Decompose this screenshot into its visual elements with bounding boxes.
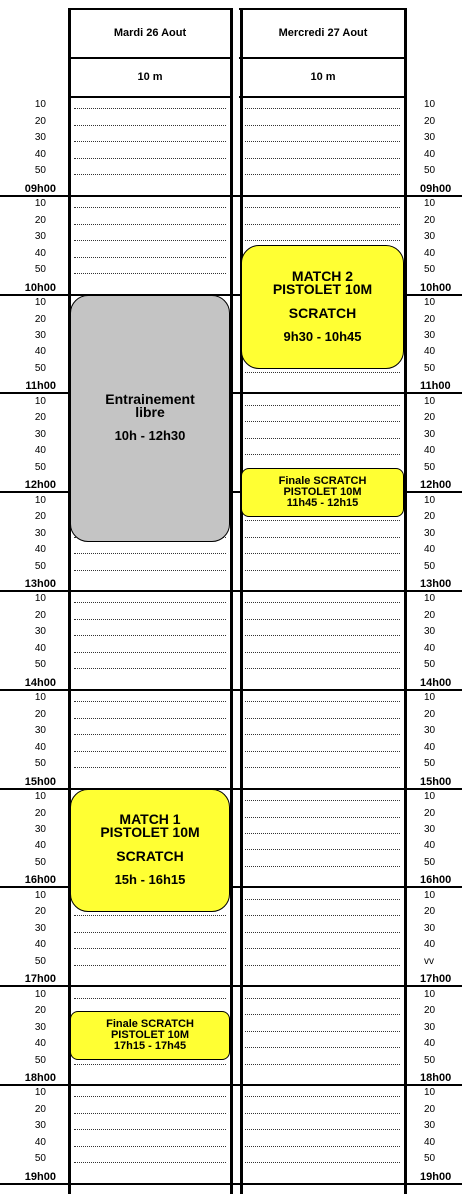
minute-label: 10 — [424, 99, 436, 111]
minute-label: 20 — [34, 115, 46, 127]
minute-label: 40 — [424, 741, 436, 753]
minute-line — [245, 1146, 400, 1147]
column-border — [240, 8, 243, 1194]
minute-line — [74, 701, 226, 702]
minute-line — [245, 570, 400, 571]
minute-line — [74, 915, 226, 916]
event-title: Finale SCRATCH — [106, 1018, 194, 1031]
event-title: PISTOLET 10M — [110, 1029, 190, 1042]
hour-label: 13h00 — [420, 578, 452, 590]
minute-line — [245, 454, 400, 455]
minute-label: 50 — [34, 560, 46, 572]
minute-label: 20 — [424, 115, 436, 127]
minute-line — [245, 718, 400, 719]
minute-line — [245, 108, 400, 109]
minute-label: 20 — [424, 708, 436, 720]
minute-label: 40 — [34, 445, 46, 457]
minute-label: 10 — [424, 692, 436, 704]
minute-line — [74, 240, 226, 241]
header-divider — [68, 57, 232, 59]
minute-label: 30 — [34, 922, 46, 934]
hour-label: 15h00 — [420, 775, 452, 788]
hour-label: 16h00 — [420, 874, 452, 887]
minute-label: 20 — [34, 1005, 46, 1017]
minute-label: 40 — [424, 346, 436, 358]
column-border — [404, 8, 407, 1194]
minute-line — [245, 701, 400, 702]
minute-line — [74, 224, 226, 225]
event-block[interactable] — [70, 1011, 230, 1060]
minute-label: 40 — [424, 544, 436, 556]
minute-line — [245, 520, 400, 521]
event-time: 17h15 - 17h45 — [113, 1040, 187, 1053]
day-title: Mardi 26 Aout — [113, 27, 187, 39]
minute-label: 30 — [34, 1120, 46, 1132]
minute-line — [74, 273, 226, 274]
minute-label: 40 — [34, 840, 46, 852]
minute-line — [245, 817, 400, 818]
event-block[interactable] — [241, 245, 404, 369]
minute-line — [74, 570, 226, 571]
minute-line — [74, 1064, 226, 1065]
minute-line — [245, 998, 400, 999]
minute-line — [245, 619, 400, 620]
event-time: 9h30 - 10h45 — [283, 328, 362, 344]
minute-line — [245, 751, 400, 752]
minute-line — [245, 224, 400, 225]
discipline-header — [68, 58, 232, 96]
minute-label: 10 — [34, 692, 46, 704]
minute-label: 50 — [424, 1153, 436, 1165]
hour-label: 16h00 — [24, 874, 56, 887]
minute-label: 10 — [34, 1087, 46, 1099]
hour-line — [0, 788, 462, 790]
minute-line — [74, 257, 226, 258]
minute-line — [245, 833, 400, 834]
minute-label: 40 — [34, 741, 46, 753]
header-divider — [68, 8, 232, 10]
minute-label: 50 — [34, 856, 46, 868]
minute-line — [245, 158, 400, 159]
minute-label: 10 — [34, 198, 46, 210]
hour-line — [0, 1084, 462, 1086]
minute-label: 20 — [424, 1103, 436, 1115]
hour-label: 09h00 — [420, 182, 452, 195]
minute-label: 20 — [424, 609, 436, 621]
hour-label: 11h00 — [25, 380, 56, 393]
hour-label: 12h00 — [24, 479, 56, 492]
hour-label: 10h00 — [420, 281, 452, 294]
minute-line — [74, 1096, 226, 1097]
minute-label: 30 — [34, 428, 46, 440]
minute-label: 30 — [424, 231, 436, 243]
minute-label: 50 — [424, 659, 436, 671]
minute-line — [245, 948, 400, 949]
event-title: PISTOLET 10M — [100, 824, 200, 841]
minute-line — [74, 108, 226, 109]
minute-line — [245, 1113, 400, 1114]
event-title: PISTOLET 10M — [272, 280, 373, 297]
minute-label: 50 — [34, 1054, 46, 1066]
minute-label: 30 — [34, 725, 46, 737]
hour-line — [0, 195, 462, 197]
minute-line — [245, 1096, 400, 1097]
minute-line — [245, 1047, 400, 1048]
minute-label: 30 — [424, 1120, 436, 1132]
minute-label: 40 — [424, 939, 436, 951]
discipline-label: 10 m — [137, 71, 163, 83]
minute-line — [245, 1031, 400, 1032]
minute-line — [74, 619, 226, 620]
minute-label: 50 — [34, 1153, 46, 1165]
minute-label: 50 — [34, 758, 46, 770]
minute-line — [245, 1064, 400, 1065]
minute-label: 20 — [424, 511, 436, 523]
minute-line — [245, 240, 400, 241]
hour-label: 17h00 — [420, 973, 452, 986]
minute-label: 10 — [424, 1087, 436, 1099]
minute-label: 20 — [424, 906, 436, 918]
minute-label: 20 — [34, 511, 46, 523]
minute-line — [74, 751, 226, 752]
minute-label: 50 — [424, 362, 436, 374]
minute-label: 50 — [34, 362, 46, 374]
minute-label: 20 — [424, 412, 436, 424]
minute-label: 50 — [34, 264, 46, 276]
minute-label: 30 — [34, 231, 46, 243]
hour-label: 17h00 — [24, 973, 56, 986]
hour-label: 19h00 — [24, 1170, 56, 1183]
minute-label: 50 — [34, 461, 46, 473]
minute-label: 50 — [34, 955, 46, 967]
event-block[interactable] — [241, 468, 404, 517]
minute-label: 10 — [34, 988, 46, 1000]
minute-line — [74, 767, 226, 768]
hour-line — [0, 689, 462, 691]
hour-line — [0, 1183, 462, 1185]
day-header — [68, 8, 232, 58]
minute-line — [74, 1146, 226, 1147]
minute-label: 50 — [424, 560, 436, 572]
minute-label: 40 — [34, 544, 46, 556]
minute-label: 40 — [34, 1136, 46, 1148]
minute-label: 20 — [424, 1005, 436, 1017]
minute-line — [74, 652, 226, 653]
minute-label: 30 — [34, 626, 46, 638]
minute-label: 30 — [424, 626, 436, 638]
hour-label: 14h00 — [24, 676, 56, 689]
minute-label: 40 — [34, 346, 46, 358]
minute-line — [74, 125, 226, 126]
minute-line — [74, 998, 226, 999]
hour-label: 15h00 — [24, 775, 56, 788]
hour-label: 14h00 — [420, 676, 452, 689]
minute-line — [74, 734, 226, 735]
minute-line — [74, 965, 226, 966]
event-title: Entrainement — [105, 391, 195, 408]
minute-label: 40 — [34, 247, 46, 259]
minute-line — [245, 965, 400, 966]
day-title: Mercredi 27 Aout — [278, 27, 368, 39]
minute-label: 10 — [424, 593, 436, 605]
minute-label: 30 — [34, 330, 46, 341]
minute-label: 50 — [424, 1054, 436, 1066]
minute-label: 10 — [424, 791, 436, 803]
minute-line — [245, 421, 400, 422]
minute-label: 40 — [424, 247, 436, 259]
minute-line — [245, 849, 400, 850]
minute-label: 20 — [34, 609, 46, 621]
hour-label: 10h00 — [24, 281, 56, 294]
minute-label: 30 — [424, 132, 436, 144]
minute-label: 20 — [34, 906, 46, 918]
hour-label: 12h00 — [420, 479, 452, 492]
minute-line — [245, 734, 400, 735]
minute-label: 40 — [34, 939, 46, 951]
minute-label: 20 — [34, 412, 46, 424]
minute-line — [74, 932, 226, 933]
minute-line — [74, 207, 226, 208]
minute-line — [245, 141, 400, 142]
minute-label: 50 — [424, 165, 436, 177]
minute-label: 10 — [424, 395, 436, 407]
hour-label: 18h00 — [24, 1072, 56, 1084]
minute-label: 40 — [424, 148, 436, 160]
minute-label: 10 — [424, 198, 436, 210]
minute-label: 20 — [424, 313, 436, 325]
header-divider — [239, 8, 406, 10]
day-header — [240, 8, 406, 58]
minute-line — [74, 948, 226, 949]
minute-line — [245, 635, 400, 636]
minute-label: 20 — [34, 214, 46, 226]
minute-line — [245, 800, 400, 801]
minute-label: 40 — [424, 445, 436, 457]
minute-line — [74, 718, 226, 719]
minute-label: 50 — [424, 264, 436, 276]
minute-line — [245, 602, 400, 603]
minute-label: 50 — [34, 165, 46, 177]
minute-label: 10 — [424, 297, 436, 309]
minute-line — [245, 1162, 400, 1163]
minute-line — [245, 438, 400, 439]
minute-line — [74, 635, 226, 636]
minute-line — [74, 158, 226, 159]
discipline-header — [240, 58, 406, 96]
minute-label: 40 — [34, 1038, 46, 1050]
hour-label: 13h00 — [24, 578, 56, 590]
event-title: PISTOLET 10M — [283, 485, 362, 498]
hour-line — [0, 985, 462, 987]
minute-line — [245, 207, 400, 208]
minute-label: 20 — [34, 313, 46, 325]
hour-label: 11h00 — [420, 380, 451, 393]
minute-label: 50 — [424, 758, 436, 770]
minute-line — [245, 652, 400, 653]
hour-line — [0, 590, 462, 592]
minute-line — [245, 174, 400, 175]
minute-label: 40 — [424, 1038, 436, 1050]
minute-label: 40 — [424, 1136, 436, 1148]
minute-line — [245, 866, 400, 867]
minute-label: 10 — [34, 99, 46, 111]
event-category: SCRATCH — [116, 848, 184, 865]
minute-label: 30 — [424, 330, 436, 341]
minute-line — [245, 767, 400, 768]
event-category: SCRATCH — [288, 304, 357, 321]
minute-label: 30 — [34, 824, 46, 835]
minute-line — [245, 372, 400, 373]
minute-label: 10 — [34, 494, 46, 506]
hour-label: 19h00 — [420, 1170, 452, 1183]
minute-label: 40 — [34, 148, 46, 160]
event-title: libre — [135, 404, 165, 421]
minute-label: 40 — [34, 642, 46, 654]
minute-label: 30 — [34, 132, 46, 144]
minute-label: 30 — [424, 922, 436, 934]
minute-line — [245, 1014, 400, 1015]
minute-label: 20 — [34, 807, 46, 819]
event-title: MATCH 1 — [119, 811, 181, 828]
header-divider — [68, 96, 232, 98]
minute-label: 10 — [424, 988, 436, 1000]
minute-label: 10 — [424, 889, 436, 901]
minute-label: 50 — [424, 856, 436, 868]
minute-label: 10 — [34, 297, 46, 309]
event-time: 10h - 12h30 — [114, 428, 186, 444]
minute-line — [74, 1129, 226, 1130]
minute-label: 30 — [424, 428, 436, 440]
minute-label: 30 — [424, 824, 436, 835]
minute-label: 20 — [424, 214, 436, 226]
minute-line — [245, 405, 400, 406]
minute-line — [74, 668, 226, 669]
minute-line — [245, 1129, 400, 1130]
minute-label: 10 — [34, 395, 46, 407]
minute-label: 40 — [424, 840, 436, 852]
minute-line — [74, 553, 226, 554]
minute-line — [245, 932, 400, 933]
minute-line — [245, 553, 400, 554]
minute-line — [245, 915, 400, 916]
minute-label: 30 — [424, 527, 436, 539]
minute-line — [74, 1113, 226, 1114]
minute-line — [74, 1162, 226, 1163]
minute-label: 20 — [34, 1103, 46, 1115]
event-title: MATCH 2 — [291, 267, 354, 284]
event-block[interactable] — [70, 295, 230, 542]
minute-label: 30 — [34, 1021, 46, 1033]
minute-line — [245, 668, 400, 669]
minute-label: vv — [424, 955, 434, 967]
minute-label: 20 — [424, 807, 436, 819]
minute-label: 10 — [424, 494, 436, 506]
hour-label: 18h00 — [420, 1072, 452, 1084]
hour-label: 09h00 — [24, 182, 56, 195]
event-time: 11h45 - 12h15 — [286, 496, 359, 509]
minute-line — [74, 602, 226, 603]
event-title: Finale SCRATCH — [278, 474, 367, 487]
minute-line — [245, 537, 400, 538]
minute-line — [245, 125, 400, 126]
event-time: 15h - 16h15 — [114, 872, 186, 888]
minute-label: 20 — [34, 708, 46, 720]
minute-label: 30 — [424, 725, 436, 737]
discipline-label: 10 m — [310, 71, 336, 83]
minute-label: 10 — [34, 889, 46, 901]
column-border — [230, 8, 233, 1194]
minute-label: 50 — [34, 659, 46, 671]
minute-label: 50 — [424, 461, 436, 473]
event-block[interactable] — [70, 789, 230, 913]
minute-label: 10 — [34, 593, 46, 605]
minute-line — [74, 141, 226, 142]
minute-label: 10 — [34, 791, 46, 803]
minute-line — [245, 899, 400, 900]
minute-label: 40 — [424, 642, 436, 654]
minute-line — [74, 174, 226, 175]
header-divider — [239, 96, 406, 98]
minute-label: 30 — [34, 527, 46, 539]
minute-label: 30 — [424, 1021, 436, 1033]
header-divider — [239, 57, 406, 59]
